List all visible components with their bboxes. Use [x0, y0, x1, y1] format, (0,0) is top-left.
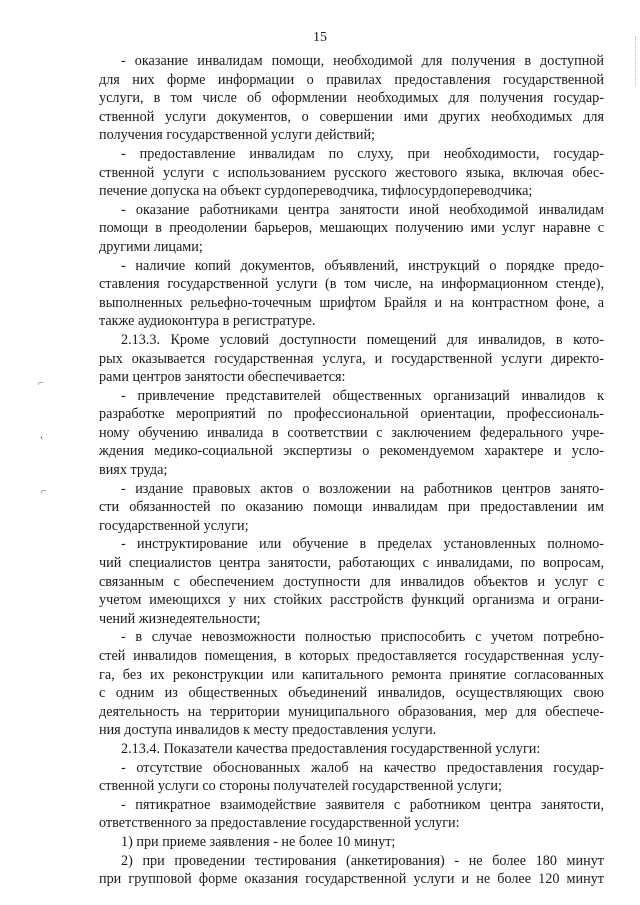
- text-line: услуги, в том числе об оформлении необходимых для получения государ-: [99, 90, 604, 107]
- text-line: ственной услуги со стороны получателей государственной услуги;: [99, 778, 502, 795]
- page-number: 15: [313, 30, 327, 45]
- document-body: [99, 52, 604, 889]
- text-line: - оказание инвалидам помощи, необходимой для получения в доступной: [121, 53, 604, 69]
- text-line: ждения медико-социальной экспертизы о рекомендуемом характере и усло-: [99, 443, 604, 460]
- text-line: выполненных рельефно-точечным шрифтом Брайля и на контрастном фоне, а: [99, 294, 604, 311]
- text-line: 2) при проведении тестирования (анкетирования) - не более 180 минут: [121, 852, 604, 869]
- text-line: государственной услуги;: [99, 517, 249, 534]
- text-line: также аудиоконтура в регистратуре.: [99, 313, 316, 330]
- margin-mark: ‹: [40, 432, 44, 443]
- text-line: - предоставление инвалидам по слуху, при необходимости, государ-: [121, 145, 604, 162]
- text-line: чий специалистов центра занятости, работающих с инвалидами, по вопросам,: [99, 555, 604, 572]
- text-line: - оказание работниками центра занятости иной необходимой инвалидам: [121, 201, 604, 218]
- text-line: ственной услуги с использованием русского жестового языка, включая обес-: [99, 164, 604, 181]
- text-line: - отсутствие обоснованных жалоб на качество предоставления государ-: [121, 759, 604, 776]
- text-line: чений жизнедеятельности;: [99, 610, 261, 627]
- text-line: ответственного за предоставление государственной услуги:: [99, 815, 460, 832]
- text-line: стей инвалидов помещения, в которых предоставляется государственная услу-: [99, 648, 604, 664]
- text-line: - наличие копий документов, объявлений, инструкций о порядке предо-: [121, 257, 604, 274]
- text-line: рых оказывается государственная услуга, и государственной услуги директо-: [99, 350, 604, 367]
- text-line: га, без их реконструкции или капитального ремонта принятие согласованных: [99, 666, 604, 683]
- text-line: для них форме информации о правилах предоставления государственной: [99, 71, 604, 88]
- text-line: получения государственной услуги действий;: [99, 127, 375, 144]
- text-line: - в случае невозможности полностью приспособить с учетом потребно-: [121, 629, 604, 646]
- text-line: рами центров занятости обеспечивается:: [99, 369, 346, 386]
- text-line: связанным с обеспечением доступности для инвалидов объектов и услуг с: [99, 573, 604, 590]
- text-line: при групповой форме оказания государственной услуги и не более 120 минут: [99, 871, 604, 888]
- text-line: - привлечение представителей общественных организаций инвалидов к: [121, 387, 604, 404]
- text-line: ставления государственной услуги (в том числе, на информационном стенде),: [99, 276, 604, 293]
- text-line: с одним из общественных объединений инвалидов, осуществляющих свою: [99, 685, 604, 702]
- text-line: учетом имеющихся у них стойких расстройств функций организма и ограни-: [99, 592, 604, 609]
- text-line: помощи в преодолении барьеров, мешающих получению ими услуг наравне с: [99, 220, 604, 237]
- text-line: разработке мероприятий по профессиональной ориентации, профессиональ-: [99, 406, 604, 423]
- margin-mark: ⌐: [38, 378, 44, 389]
- text-line: сти обязанностей по оказанию помощи инвалидам при предоставлении им: [99, 499, 604, 516]
- text-line: 1) при приеме заявления - не более 10 минут;: [121, 833, 396, 850]
- text-line: - пятикратное взаимодействие заявителя с работником центра занятости,: [121, 796, 604, 813]
- text-line: печение допуска на объект сурдопереводчика, тифлосурдопереводчика;: [99, 183, 533, 200]
- scan-edge-mark: [627, 36, 636, 86]
- text-line: ния доступа инвалидов к месту предоставления услуги.: [99, 722, 437, 739]
- text-line: 2.13.3. Кроме условий доступности помещений для инвалидов, в кото-: [121, 331, 604, 348]
- text-line: другими лицами;: [99, 238, 203, 255]
- text-line: виях труда;: [99, 462, 168, 479]
- text-line: деятельность на территории муниципального образования, мер для обеспече-: [99, 703, 604, 720]
- text-line: 2.13.4. Показатели качества предоставления государственной услуги:: [121, 740, 541, 757]
- text-line: ному обучению инвалида в соответствии с заключением федерального учре-: [99, 424, 604, 441]
- text-line: ственной услуги документов, о совершении ими других необходимых для: [99, 108, 604, 125]
- text-line: - инструктирование или обучение в пределах установленных полномо-: [121, 536, 604, 553]
- margin-mark: ⌐: [41, 486, 47, 497]
- text-line: - издание правовых актов о возложении на работников центров занято-: [121, 480, 604, 497]
